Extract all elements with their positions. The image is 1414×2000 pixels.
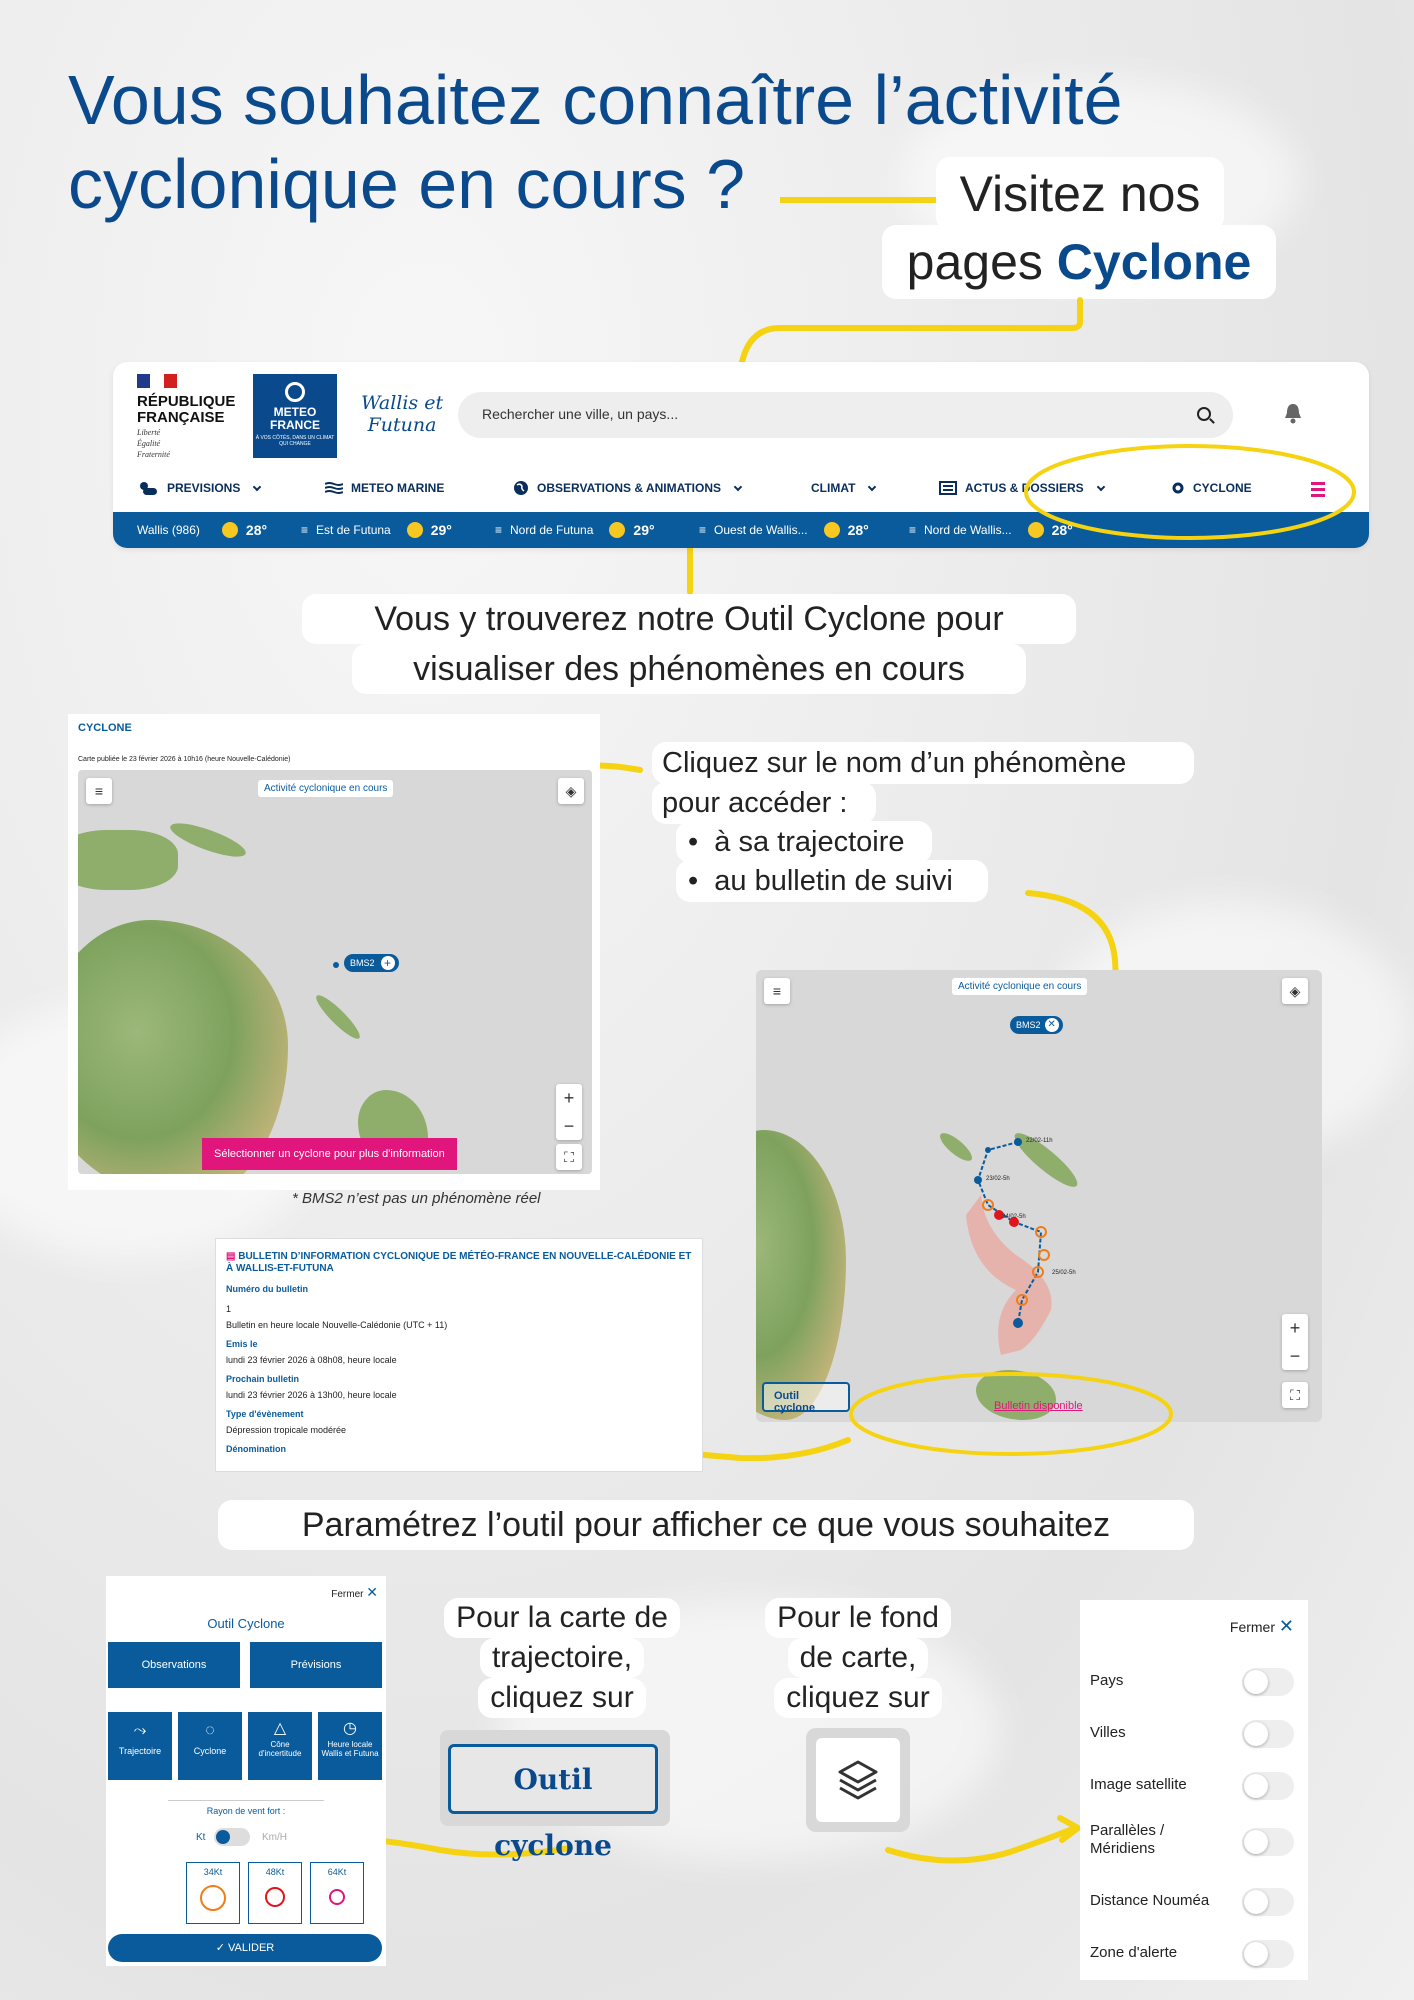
ticker-item[interactable]: ≡ Nord de Futuna 29° <box>495 522 655 538</box>
layers-button[interactable]: ◈ <box>1282 978 1308 1004</box>
track-label: 25/02-5h <box>1052 1270 1076 1276</box>
track-label: 23/02-5h <box>986 1176 1010 1182</box>
chevron-down-icon <box>734 482 742 490</box>
close-icon: ✕ <box>1278 1616 1294 1636</box>
close-icon: ✕ <box>366 1584 378 1600</box>
zoom-out-button[interactable]: − <box>563 1116 575 1136</box>
search-icon[interactable] <box>1197 407 1211 421</box>
cyclone-map[interactable] <box>78 770 592 1174</box>
sun-icon <box>824 522 840 538</box>
meteo-france-logo[interactable]: METEO FRANCE À VOS CÔTÉS, DANS UN CLIMAT QUI CHANGE <box>253 374 337 458</box>
bulletin-icon: ▤ <box>226 1251 239 1262</box>
headline-line-1: Vous souhaitez connaître l’activité <box>68 61 1123 139</box>
option-cyclone[interactable]: ◌ Cyclone <box>178 1712 242 1780</box>
nav-observations[interactable]: OBSERVATIONS & ANIMATIONS <box>513 480 741 496</box>
map-caption: Carte publiée le 23 février 2026 à 10h16 (heure Nouvelle-Calédonie) <box>78 756 291 763</box>
globe-icon <box>513 480 529 496</box>
bulletin-title: ▤ BULLETIN D’INFORMATION CYCLONIQUE DE MÉTÉO-FRANCE EN NOUVELLE-CALÉDONIE ET À WALLIS-ET-FUTUNA <box>226 1251 692 1274</box>
close-button[interactable]: Fermer ✕ <box>1229 1616 1294 1636</box>
cyclone-track <box>756 970 1322 1422</box>
plus-icon: + <box>381 956 395 970</box>
bulletin-label: Dénomination <box>226 1444 286 1454</box>
bulletin-label: Numéro du bulletin <box>226 1284 308 1294</box>
bell-icon[interactable] <box>1283 402 1303 424</box>
outil-cyclone-panel <box>106 1576 386 1966</box>
layers-icon <box>816 1738 900 1822</box>
track-label: 24/02-5h <box>1002 1214 1026 1220</box>
clock-icon: ◷ <box>343 1720 357 1737</box>
instructions-line-2: pour accéder : <box>652 782 876 824</box>
bulletin-label: Emis le <box>226 1339 258 1349</box>
section3-title: Paramétrez l’outil pour afficher ce que vous souhaitez <box>218 1500 1194 1550</box>
bulletin-value: lundi 23 février 2026 à 08h08, heure locale <box>226 1355 397 1365</box>
layer-toggle[interactable] <box>1242 1668 1294 1696</box>
layer-image-satellite: Image satellite <box>1090 1776 1308 1793</box>
nav-climat[interactable]: CLIMAT <box>811 481 875 495</box>
map-section-title: CYCLONE <box>78 722 132 734</box>
news-icon <box>939 481 957 495</box>
land <box>78 830 178 890</box>
hint-basemap-text: Pour le fond de carte, cliquez sur <box>744 1598 972 1718</box>
activity-chip: Activité cyclonique en cours <box>952 978 1087 995</box>
trajectory-map[interactable] <box>756 970 1322 1422</box>
nav-previsions[interactable]: PREVISIONS <box>137 480 260 496</box>
highlight-circle <box>1020 440 1360 544</box>
sun-icon <box>222 522 238 538</box>
zoom-out-button[interactable]: − <box>1289 1346 1301 1366</box>
cyclone-icon: ◌ <box>205 1722 215 1739</box>
sun-cloud-icon <box>609 522 625 538</box>
zoom-control <box>556 1084 582 1140</box>
instructions-line-1: Cliquez sur le nom d’un phénomène <box>652 742 1194 784</box>
ticker-item[interactable]: ≡ Nord de Wallis... 28° <box>909 522 1073 538</box>
wind-radius-icon <box>329 1889 345 1905</box>
close-icon: ✕ <box>1045 1018 1059 1032</box>
callout-line-2: pages Cyclone <box>882 225 1276 299</box>
track-label: 22/02-11h <box>1026 1138 1053 1144</box>
chevron-down-icon <box>868 482 876 490</box>
waves-icon <box>325 482 343 494</box>
divider <box>168 1800 324 1801</box>
cone-icon: △ <box>273 1720 287 1737</box>
ticker-item[interactable]: ≡ Ouest de Wallis... 28° <box>699 522 869 538</box>
republique-francaise-logo: RÉPUBLIQUE FRANÇAISE Liberté Égalité Fraternité <box>137 374 247 459</box>
option-cone[interactable]: △ Cône d'incertitude <box>248 1712 312 1780</box>
bulletin-value: Bulletin en heure locale Nouvelle-Calédonie (UTC + 11) <box>226 1320 448 1330</box>
layer-paralleles: Parallèles / Méridiens <box>1090 1822 1308 1858</box>
layers-button-example <box>806 1728 910 1832</box>
wind-34kt[interactable]: 34Kt <box>186 1862 240 1924</box>
layer-toggle[interactable] <box>1242 1772 1294 1800</box>
outil-cyclone-example <box>440 1730 670 1862</box>
layers-button[interactable] <box>816 1738 900 1822</box>
headline-line-2: cyclonique en cours ? <box>68 145 746 223</box>
close-button[interactable]: Fermer ✕ <box>331 1584 378 1600</box>
bulletin-value: lundi 23 février 2026 à 13h00, heure locale <box>226 1390 397 1400</box>
layers-button[interactable]: ◈ <box>558 778 584 804</box>
chevron-down-icon <box>253 482 261 490</box>
land <box>312 991 364 1043</box>
callout-line-1: Visitez nos <box>936 157 1224 231</box>
layer-toggle[interactable] <box>1242 1828 1294 1856</box>
instructions-bullet-2: • au bulletin de suivi <box>676 860 988 902</box>
layer-distance-noumea: Distance Nouméa <box>1090 1892 1308 1909</box>
wind-radius-icon <box>265 1887 285 1907</box>
section2-line-1: Vous y trouverez notre Outil Cyclone pour <box>302 594 1076 644</box>
nav-actus-dossiers[interactable]: ACTUS & DOSSIERS <box>939 481 1104 495</box>
unit-kmh: Km/H <box>262 1832 287 1843</box>
option-trajectoire[interactable]: ⤳ Trajectoire <box>108 1712 172 1780</box>
unit-toggle[interactable] <box>214 1828 250 1846</box>
ticker-item[interactable]: Wallis (986) 28° <box>137 522 268 538</box>
bulletin-label: Type d'évènement <box>226 1409 304 1419</box>
layer-pays: Pays <box>1090 1672 1308 1689</box>
wind-48kt[interactable]: 48Kt <box>248 1862 302 1924</box>
legend-toggle-button[interactable]: ≡ <box>764 978 790 1004</box>
land <box>167 817 249 863</box>
bulletin-value: Dépression tropicale modérée <box>226 1425 347 1435</box>
hint-trajectory-text: Pour la carte de trajectoire, cliquez sur <box>434 1598 690 1718</box>
instructions-bullet-1: • à sa trajectoire <box>676 821 932 863</box>
tab-observations[interactable]: Observations <box>108 1642 240 1688</box>
cyclone-map-panel <box>68 714 600 1190</box>
cyclone-marker-button[interactable]: BMS2 ✕ <box>1010 1016 1063 1034</box>
meteo-france-icon <box>285 382 305 402</box>
flag-icon <box>137 374 177 388</box>
cyclone-marker-button[interactable]: BMS2 + <box>344 954 399 972</box>
route-icon: ⤳ <box>133 1722 147 1739</box>
callout-cyclone-word: Cyclone <box>1056 234 1252 290</box>
layer-toggle[interactable] <box>1242 1940 1294 1968</box>
bulletin-value: 1 <box>226 1304 232 1314</box>
nav-cyclone[interactable]: CYCLONE <box>1171 481 1252 495</box>
layers-panel <box>1080 1600 1308 1980</box>
panel-title: Outil Cyclone <box>207 1616 285 1631</box>
activity-chip: Activité cyclonique en cours <box>258 780 393 797</box>
australia-land <box>78 920 288 1174</box>
tab-previsions[interactable]: Prévisions <box>250 1642 382 1688</box>
wind-64kt[interactable]: 64Kt <box>310 1862 364 1924</box>
bulletin-label: Prochain bulletin <box>226 1374 300 1384</box>
zoom-control <box>1282 1314 1308 1370</box>
wind-radius-icon <box>200 1885 226 1911</box>
highlight-circle <box>846 1370 1176 1458</box>
wallis-futuna-brand[interactable]: Wallis et Futuna <box>361 392 444 436</box>
map-footnote: * BMS2 n’est pas un phénomène réel <box>292 1190 541 1207</box>
bulletin-panel <box>215 1238 703 1472</box>
outil-cyclone-button[interactable]: Outil cyclone <box>762 1382 850 1412</box>
wind-label: Rayon de vent fort : <box>206 1806 286 1816</box>
bulletin-link[interactable]: Bulletin disponible <box>994 1400 1083 1412</box>
validate-button[interactable]: ✓ VALIDER <box>108 1934 382 1962</box>
section2-line-2: visualiser des phénomènes en cours <box>352 644 1026 694</box>
search-input[interactable]: Rechercher une ville, un pays... <box>458 392 1233 438</box>
legend-toggle-button[interactable]: ≡ <box>86 778 112 804</box>
layer-villes: Villes <box>1090 1724 1308 1741</box>
fullscreen-button[interactable]: ⛶ <box>556 1144 582 1170</box>
zoom-in-button[interactable]: + <box>1289 1318 1301 1338</box>
cyclone-marker-dot <box>333 962 339 968</box>
sun-cloud-icon <box>407 522 423 538</box>
option-heure-locale[interactable]: ◷ Heure locale Wallis et Futuna <box>318 1712 382 1780</box>
weather-icon <box>137 480 159 496</box>
unit-kt: Kt <box>196 1832 206 1843</box>
layer-toggle[interactable] <box>1242 1720 1294 1748</box>
outil-cyclone-button[interactable]: Outil cyclone <box>448 1744 658 1814</box>
layer-toggle[interactable] <box>1242 1888 1294 1916</box>
select-cyclone-button[interactable]: Sélectionner un cyclone pour plus d'information <box>202 1138 457 1170</box>
layer-zone-alerte: Zone d'alerte <box>1090 1944 1308 1961</box>
ticker-item[interactable]: ≡ Est de Futuna 29° <box>301 522 452 538</box>
nav-meteo-marine[interactable]: METEO MARINE <box>325 481 444 495</box>
fullscreen-button[interactable]: ⛶ <box>1282 1382 1308 1408</box>
zoom-in-button[interactable]: + <box>563 1088 575 1108</box>
